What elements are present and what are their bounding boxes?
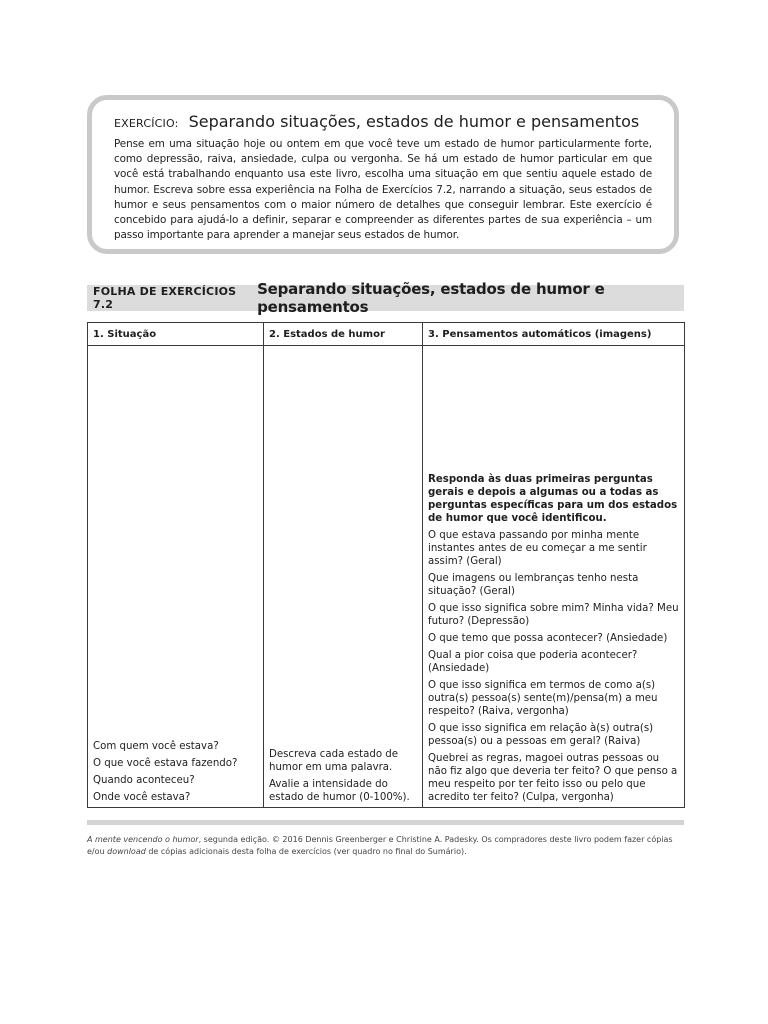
- column-header-thoughts: 3. Pensamentos automáticos (imagens): [423, 323, 685, 346]
- footer-book-title: A mente vencendo o humor: [87, 835, 199, 844]
- thoughts-question: Quebrei as regras, magoei outras pessoas ou não fiz algo que deveria ter feito? O que penso a meu respeito por ter feito isso ou pelo que acredito ter feito? (Culpa, vergonha): [428, 753, 678, 803]
- mood-prompt: Descreva cada estado de humor em uma palavra.: [269, 749, 399, 773]
- situation-prompt: O que você estava fazendo?: [93, 758, 238, 769]
- situation-prompt: Com quem você estava?: [93, 741, 219, 752]
- footer-text: , segunda edição. © 2016 Dennis Greenberger e Christine A. Padesky. Os compradores deste livro podem fazer cópias e/ou: [87, 835, 673, 856]
- thoughts-intro: Responda às duas primeiras perguntas gerais e depois a algumas ou a todas as perguntas específicas para um dos estados de humor que você identificou.: [428, 474, 678, 524]
- exercise-kicker: EXERCÍCIO:: [114, 117, 179, 130]
- exercise-box: [87, 95, 679, 254]
- thoughts-question: O que isso significa sobre mim? Minha vida? Meu futuro? (Depressão): [428, 603, 679, 627]
- situation-prompt: Quando aconteceu?: [93, 775, 195, 786]
- worksheet-table: [87, 322, 685, 808]
- thoughts-question: O que isso significa em relação à(s) outra(s) pessoa(s) ou a pessoas em geral? (Raiva): [428, 723, 654, 747]
- table-header-row: [88, 323, 685, 346]
- footer-text: de cópias adicionais desta folha de exercícios (ver quadro no final do Sumário).: [145, 847, 467, 856]
- copyright-footer: [87, 834, 684, 858]
- table-body-row: [88, 346, 685, 808]
- divider: [87, 820, 684, 825]
- worksheet-kicker: FOLHA DE EXERCÍCIOS 7.2: [93, 285, 237, 311]
- exercise-title: Separando situações, estados de humor e pensamentos: [188, 112, 640, 131]
- exercise-instructions: Pense em uma situação hoje ou ontem em que você teve um estado de humor particularmente forte, como depressão, raiva, ansiedade, culpa ou vergonha. Se há um estado de humor particular em que você está trabalhando enquanto usa este livro, escolha uma situação em que sentiu aquele estado de humor. Escreva sobre essa experiência na Folha de Exercícios 7.2, narrando a situação, seus estados de humor e seus pensamentos com o maior número de detalhes que conseguir lembrar. Este exercício é concebido para ajudá-lo a definir, separar e compreender as diferentes partes de sua experiência – um passo importante para aprender a manejar seus estados de humor.: [114, 138, 652, 242]
- worksheet-title: Separando situações, estados de humor e pensamentos: [257, 280, 605, 316]
- thoughts-question: O que estava passando por minha mente instantes antes de eu começar a me sentir assim? (Geral): [428, 530, 647, 567]
- thoughts-cell[interactable]: [423, 346, 685, 808]
- moods-cell[interactable]: [264, 346, 423, 808]
- thoughts-question: Qual a pior coisa que poderia acontecer? (Ansiedade): [428, 650, 638, 674]
- situation-prompt: Onde você estava?: [93, 792, 191, 803]
- column-header-moods: 2. Estados de humor: [264, 323, 423, 346]
- thoughts-question: O que temo que possa acontecer? (Ansiedade): [428, 633, 668, 644]
- thoughts-question: Que imagens ou lembranças tenho nesta situação? (Geral): [428, 573, 639, 597]
- column-header-situation: 1. Situação: [88, 323, 264, 346]
- footer-download-word: download: [107, 847, 146, 856]
- thoughts-question: O que isso significa em termos de como a(s) outra(s) pessoa(s) sente(m)/pensa(m) a meu respeito? (Raiva, vergonha): [428, 680, 658, 717]
- exercise-header: [114, 112, 652, 131]
- worksheet-header: [87, 280, 684, 316]
- situation-cell[interactable]: [88, 346, 264, 808]
- mood-prompt: Avalie a intensidade do estado de humor (0-100%).: [269, 779, 410, 803]
